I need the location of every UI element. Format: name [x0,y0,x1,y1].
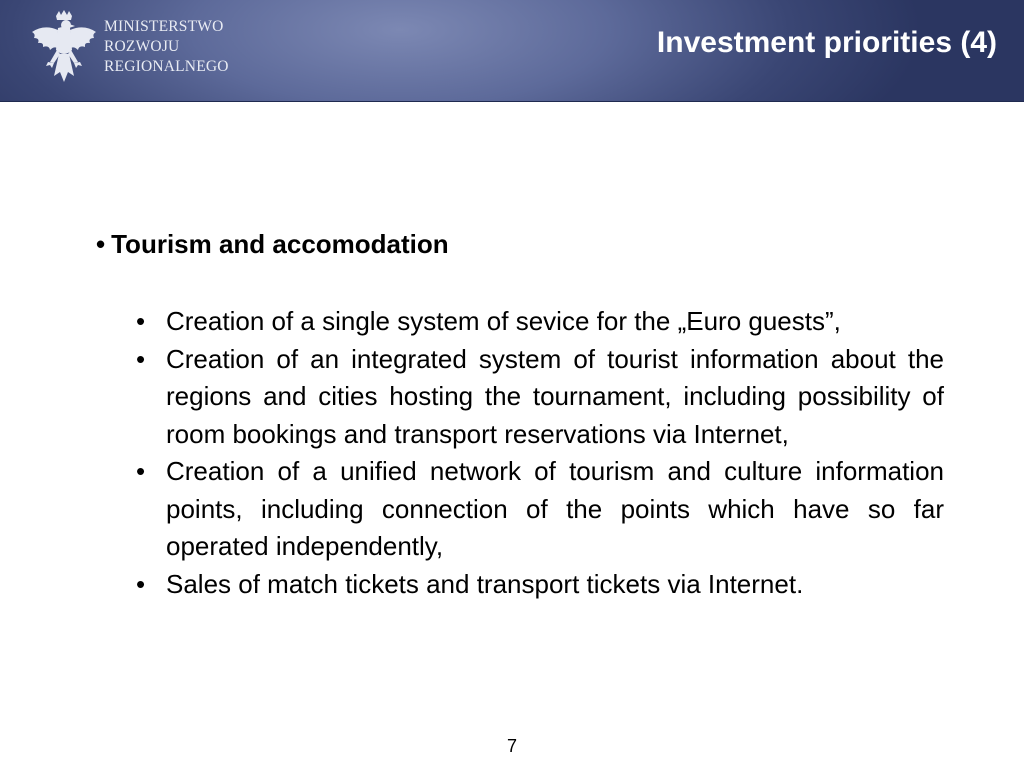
bullet-icon: • [136,456,146,486]
list-item-text: Creation of an integrated system of tourist information about the regions and cities hosting the tournament, including possibility of room bookings and transport reservations via Internet, [166,343,944,449]
list-item-text: Sales of match tickets and transport tickets via Internet. [166,568,804,599]
bullet-icon: • [136,343,146,374]
list-item [134,341,944,454]
page-number: 7 [506,736,517,756]
bullet-icon: • [136,306,146,336]
logo-line: ROZWOJU [104,38,180,55]
list-item-text: Creation of a single system of sevice for the „Euro guests”, [166,306,841,336]
ministry-name [104,17,229,77]
section-heading-text: Tourism and accomodation [111,229,449,259]
header-banner [0,0,1024,102]
slide-title: Investment priorities (4) [656,26,997,59]
bullet-icon: • [136,568,146,599]
list-item [134,566,944,604]
list-item-text: Creation of a unified network of tourism and culture information points, including connection of the points which have so far operated independently, [166,456,944,561]
logo-line: REGIONALNEGO [104,58,229,75]
section-heading [96,229,449,260]
bullet-icon: • [96,229,106,259]
bullet-list [134,303,944,603]
logo-line: MINISTERSTWO [104,18,224,35]
ministry-logo [30,10,229,88]
list-item [134,453,944,566]
polish-eagle-icon [30,10,98,88]
list-item [134,303,944,341]
